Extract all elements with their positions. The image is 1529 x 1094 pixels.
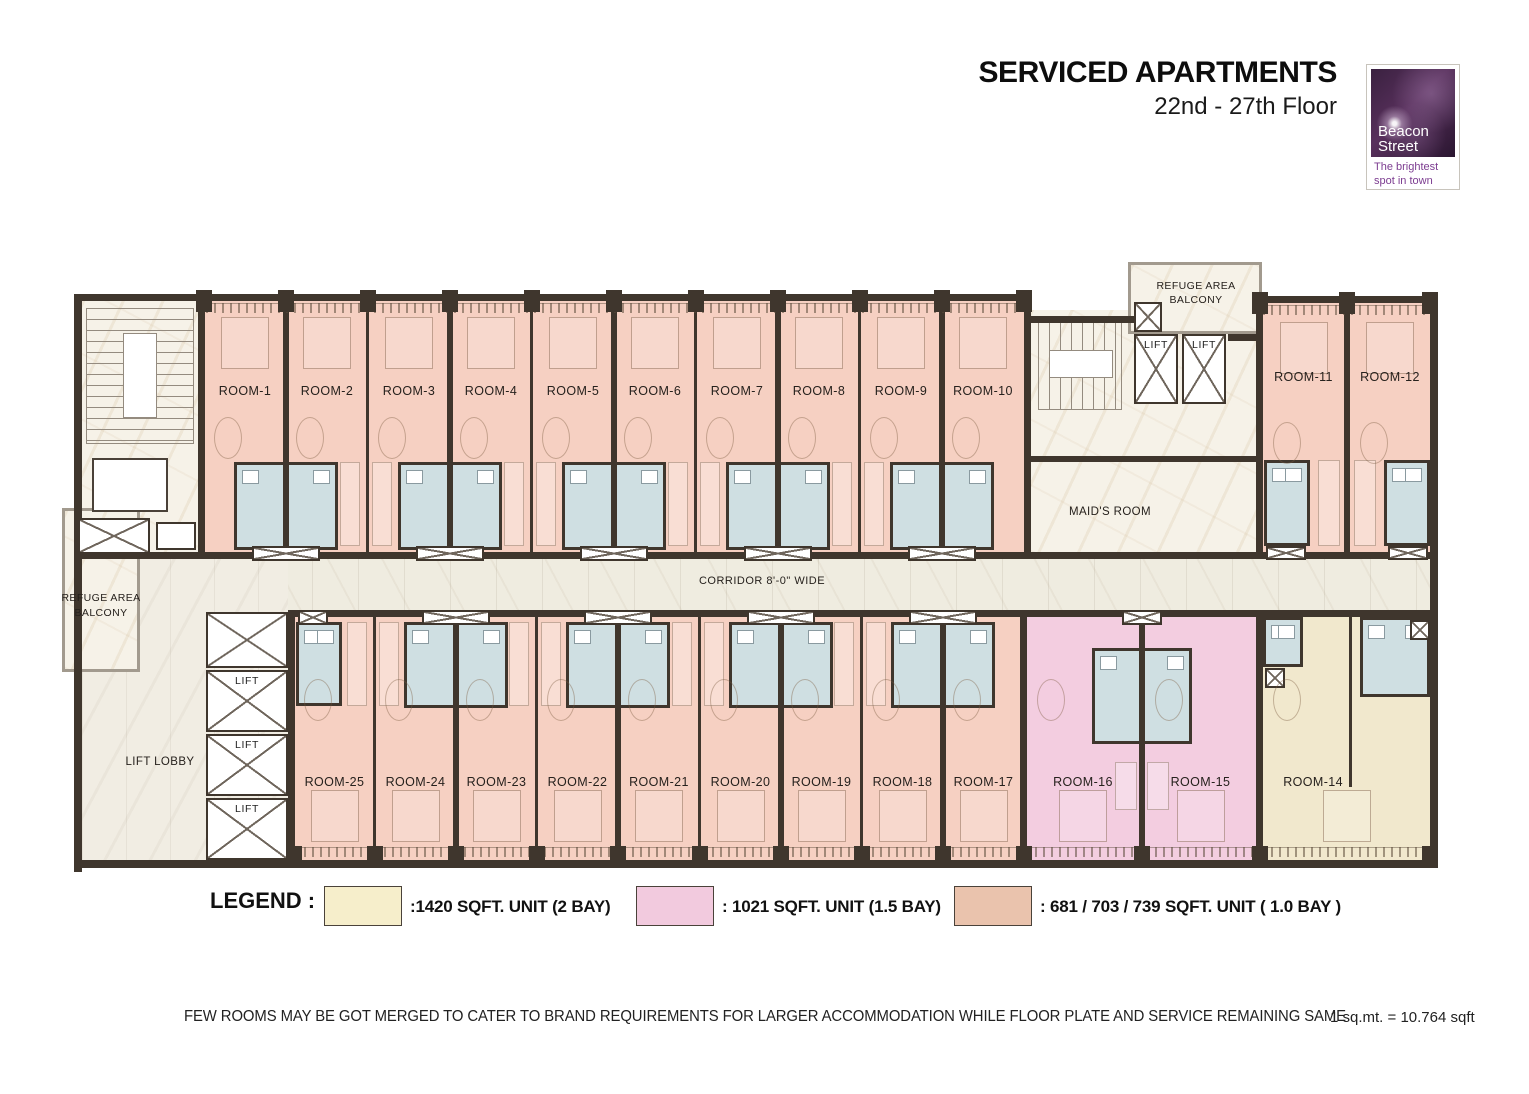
room-label: ROOM-10 <box>953 384 1013 398</box>
lift-label: LIFT <box>235 675 259 687</box>
room-label: ROOM-21 <box>629 775 689 789</box>
room-cell <box>696 301 778 552</box>
room-cell <box>294 617 375 860</box>
logo-name-line1: Beacon <box>1378 122 1429 140</box>
room-label: ROOM-3 <box>382 384 436 398</box>
legend-text-1-5bay: : 1021 SQFT. UNIT (1.5 BAY) <box>722 897 941 916</box>
room-label: ROOM-5 <box>546 384 600 398</box>
lift-shaft <box>206 612 288 668</box>
refuge-left-line2: BALCONY <box>74 607 128 619</box>
room-label: ROOM-14 <box>1283 775 1343 789</box>
wall <box>74 294 82 872</box>
room-cell <box>204 301 286 552</box>
room-cell <box>860 301 942 552</box>
room-cell <box>456 617 537 860</box>
room-label: ROOM-20 <box>710 775 771 789</box>
refuge-top-line1: REFUGE AREA <box>1156 280 1236 292</box>
room-cell <box>781 617 862 860</box>
wall <box>1256 300 1263 559</box>
room-cell <box>1027 617 1139 860</box>
refuge-top-line2: BALCONY <box>1169 294 1223 306</box>
room-cell <box>1263 306 1344 552</box>
room-label: ROOM-11 <box>1274 370 1333 384</box>
wall <box>1430 296 1438 868</box>
logo-tagline-line1: The brightest <box>1374 161 1439 173</box>
page-title: SERVICED APARTMENTS <box>978 56 1337 89</box>
room-cell <box>1145 617 1256 860</box>
legend-text-1bay: : 681 / 703 / 739 SQFT. UNIT ( 1.0 BAY ) <box>1040 897 1341 916</box>
legend-text-2bay: :1420 SQFT. UNIT (2 BAY) <box>410 897 611 916</box>
lift-label: LIFT <box>1144 339 1168 351</box>
room-cell <box>618 617 700 860</box>
maids-room-label: MAID'S ROOM <box>1069 506 1151 518</box>
lift-1 <box>206 670 288 732</box>
room-cell <box>614 301 696 552</box>
room-cell <box>778 301 860 552</box>
staircase-left <box>86 308 194 444</box>
room-label: ROOM-8 <box>792 384 846 398</box>
room-label: ROOM-22 <box>547 775 608 789</box>
legend-swatch-2bay <box>324 886 402 926</box>
service-shaft <box>78 518 150 554</box>
room-cell <box>942 301 1024 552</box>
service-shaft <box>1134 302 1162 332</box>
footer-note: FEW ROOMS MAY BE GOT MERGED TO CATER TO BRAND REQUIREMENTS FOR LARGER ACCOMMODATION WHILE FLOOR PLATE AND SERVICE REMAINING SAME <box>183 1008 1346 1025</box>
room-cell <box>450 301 532 552</box>
room-cell <box>700 617 781 860</box>
room-label: ROOM-24 <box>385 775 446 789</box>
lift-label: LIFT <box>235 739 259 751</box>
wall <box>74 860 1438 868</box>
beacon-street-logo <box>1366 64 1460 190</box>
room-label: ROOM-1 <box>218 384 272 398</box>
corridor-label: CORRIDOR 8'-0" WIDE <box>698 575 826 587</box>
room-cell <box>1263 617 1430 860</box>
legend-swatch-1bay <box>954 886 1032 926</box>
room-cell <box>375 617 456 860</box>
room-label: ROOM-17 <box>953 775 1014 789</box>
room-label: ROOM-18 <box>872 775 933 789</box>
logo-image <box>1371 69 1455 157</box>
lift-2 <box>206 734 288 796</box>
legend-title: LEGEND : <box>210 888 316 913</box>
lift-lobby-label: LIFT LOBBY <box>125 756 195 768</box>
room-label: ROOM-15 <box>1170 775 1231 789</box>
room-label: ROOM-12 <box>1360 370 1420 384</box>
staircase-right <box>1038 318 1122 410</box>
room-label: ROOM-19 <box>791 775 852 789</box>
logo-name-line2: Street <box>1378 138 1419 156</box>
wall <box>1031 456 1258 462</box>
room-cell <box>862 617 943 860</box>
room-label: ROOM-7 <box>710 384 764 398</box>
lift-label: LIFT <box>1192 339 1216 351</box>
refuge-left-line1: REFUGE AREA <box>61 592 141 604</box>
utility-room <box>92 458 168 512</box>
room-cell <box>537 617 618 860</box>
room-label: ROOM-6 <box>628 384 682 398</box>
wall <box>74 294 1030 301</box>
room-label: ROOM-4 <box>464 384 518 398</box>
room-label: ROOM-25 <box>304 775 365 789</box>
room-cell <box>368 301 450 552</box>
lift-top-1 <box>1134 334 1178 404</box>
legend-swatch-1-5bay <box>636 886 714 926</box>
lift-top-2 <box>1182 334 1226 404</box>
room-cell <box>943 617 1024 860</box>
room-label: ROOM-2 <box>300 384 354 398</box>
lift-label: LIFT <box>235 803 259 815</box>
room-cell <box>1350 306 1430 552</box>
wall <box>1024 316 1134 323</box>
room-label: ROOM-23 <box>466 775 527 789</box>
room-label: ROOM-9 <box>874 384 928 398</box>
page-subtitle: 22nd - 27th Floor <box>1154 93 1337 120</box>
room-cell <box>532 301 614 552</box>
room-cell <box>286 301 368 552</box>
conversion-note: 1 sq.mt. = 10.764 sqft <box>1330 1009 1475 1026</box>
room-label: ROOM-16 <box>1053 775 1113 789</box>
page-header <box>978 56 1337 121</box>
lift-3 <box>206 798 288 860</box>
wall <box>1024 301 1031 552</box>
wall <box>1256 617 1263 860</box>
logo-tagline-line2: spot in town <box>1374 175 1433 188</box>
duct-box <box>156 522 196 550</box>
